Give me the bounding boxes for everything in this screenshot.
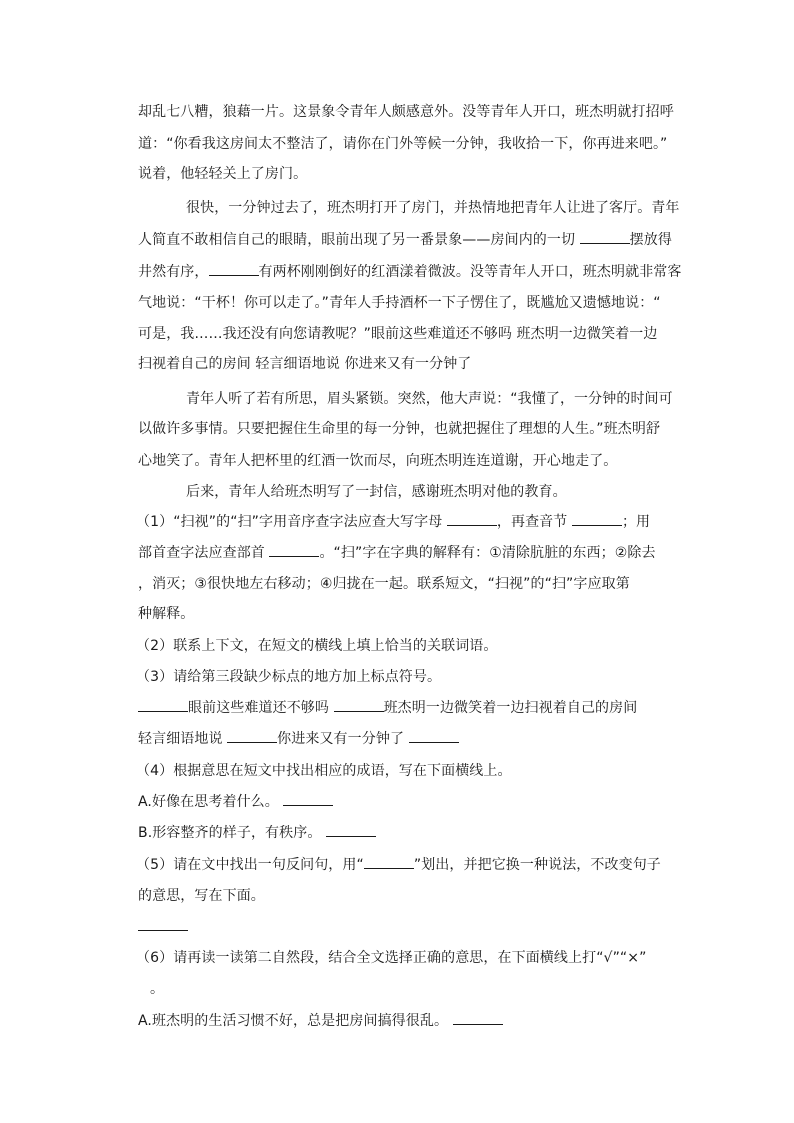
answer-blank[interactable]: [334, 698, 384, 712]
question-line: （4）根据意思在短文中找出相应的成语，写在下面横线上。: [136, 763, 512, 779]
paragraph-line: 井然有序， 有两杯刚刚倒好的红酒漾着微波。没等青年人开口，班杰明就非常客: [138, 264, 682, 280]
answer-blank[interactable]: [326, 823, 376, 837]
answer-blank[interactable]: [227, 729, 277, 743]
question-line: [138, 917, 188, 937]
answer-blank[interactable]: [269, 543, 319, 557]
paragraph-line: 说着，他轻轻关上了房门。: [138, 166, 308, 182]
answer-blank[interactable]: [447, 512, 497, 526]
paragraph-line: 青年人听了若有所思，眉头紧锁。突然，他大声说：“我懂了，一分钟的时间可: [186, 391, 673, 407]
paragraph-line: 扫视着自己的房间 轻言细语地说 你进来又有一分钟了: [138, 356, 472, 372]
paragraph-line: 气地说：“干杯！你可以走了。”青年人手持酒杯一下子愣住了，既尴尬又遗憾地说：“: [138, 295, 661, 311]
paragraph-line: 却乱七八糟，狼藉一片。这景象令青年人颇感意外。没等青年人开口，班杰明就打招呼: [138, 104, 674, 120]
question-line: 轻言细语地说 你进来又有一分钟了: [138, 729, 459, 749]
answer-blank[interactable]: [209, 262, 259, 276]
answer-blank[interactable]: [283, 792, 333, 806]
question-line: 。: [150, 981, 165, 997]
paragraph-line: 道：“你看我这房间太不整洁了，请你在门外等候一分钟，我收拾一下，你再进来吧。”: [138, 136, 668, 152]
answer-blank[interactable]: [409, 729, 459, 743]
question-line: （3）请给第三段缺少标点的地方加上标点符号。: [136, 669, 442, 685]
question-line: （1）“扫视”的“扫”字用音序查字法应查大写字母 ，再查音节 ；用: [136, 514, 651, 530]
answer-blank[interactable]: [138, 698, 188, 712]
answer-blank[interactable]: [453, 1011, 503, 1025]
paragraph-line: 以做许多事情。只要把握住生命里的每一分钟，也就把握住了理想的人生。”班杰明舒: [138, 421, 661, 437]
paragraph-line: 可是，我……我还没有向您请教呢？”眼前这些难道还不够吗 班杰明一边微笑着一边: [138, 326, 658, 342]
answer-blank[interactable]: [580, 230, 630, 244]
answer-blank[interactable]: [572, 512, 622, 526]
question-line: 种解释。: [138, 606, 195, 622]
question-line: ，消灭；③很快地左右移动；④归拢在一起。联系短文，“扫视”的“扫”字应取第: [138, 576, 630, 592]
paragraph-line: 心地笑了。青年人把杯里的红酒一饮而尽，向班杰明连连道谢，开心地走了。: [138, 453, 618, 469]
question-line: 的意思，写在下面。: [138, 888, 265, 904]
question-line: B.形容整齐的样子，有秩序。: [138, 823, 376, 843]
question-line: （6）请再读一读第二自然段，结合全文选择正确的意思，在下面横线上打“√”“×”: [136, 950, 647, 966]
paragraph-line: 后来，青年人给班杰明写了一封信，感谢班杰明对他的教育。: [186, 484, 567, 500]
question-line: A.好像在思考着什么。: [138, 792, 333, 812]
answer-blank[interactable]: [138, 917, 188, 931]
underline-marker: [364, 855, 414, 869]
question-line: （5）请在文中找出一句反问句，用“ ”划出，并把它换一种说法，不改变句子: [136, 857, 661, 873]
question-line: A.班杰明的生活习惯不好，总是把房间搞得很乱。: [138, 1011, 503, 1031]
question-line: （2）联系上下文，在短文的横线上填上恰当的关联词语。: [136, 638, 498, 654]
paragraph-line: 人简直不敢相信自己的眼睛，眼前出现了另一番景象——房间内的一切 摆放得: [138, 232, 672, 248]
question-line: 部首查字法应查部首 。“扫”字在字典的解释有：①清除肮脏的东西；②除去: [138, 545, 656, 561]
question-line: 眼前这些难道还不够吗 班杰明一边微笑着一边扫视着自己的房间: [138, 698, 637, 718]
paragraph-line: 很快，一分钟过去了，班杰明打开了房门，并热情地把青年人让进了客厅。青年: [186, 200, 680, 216]
